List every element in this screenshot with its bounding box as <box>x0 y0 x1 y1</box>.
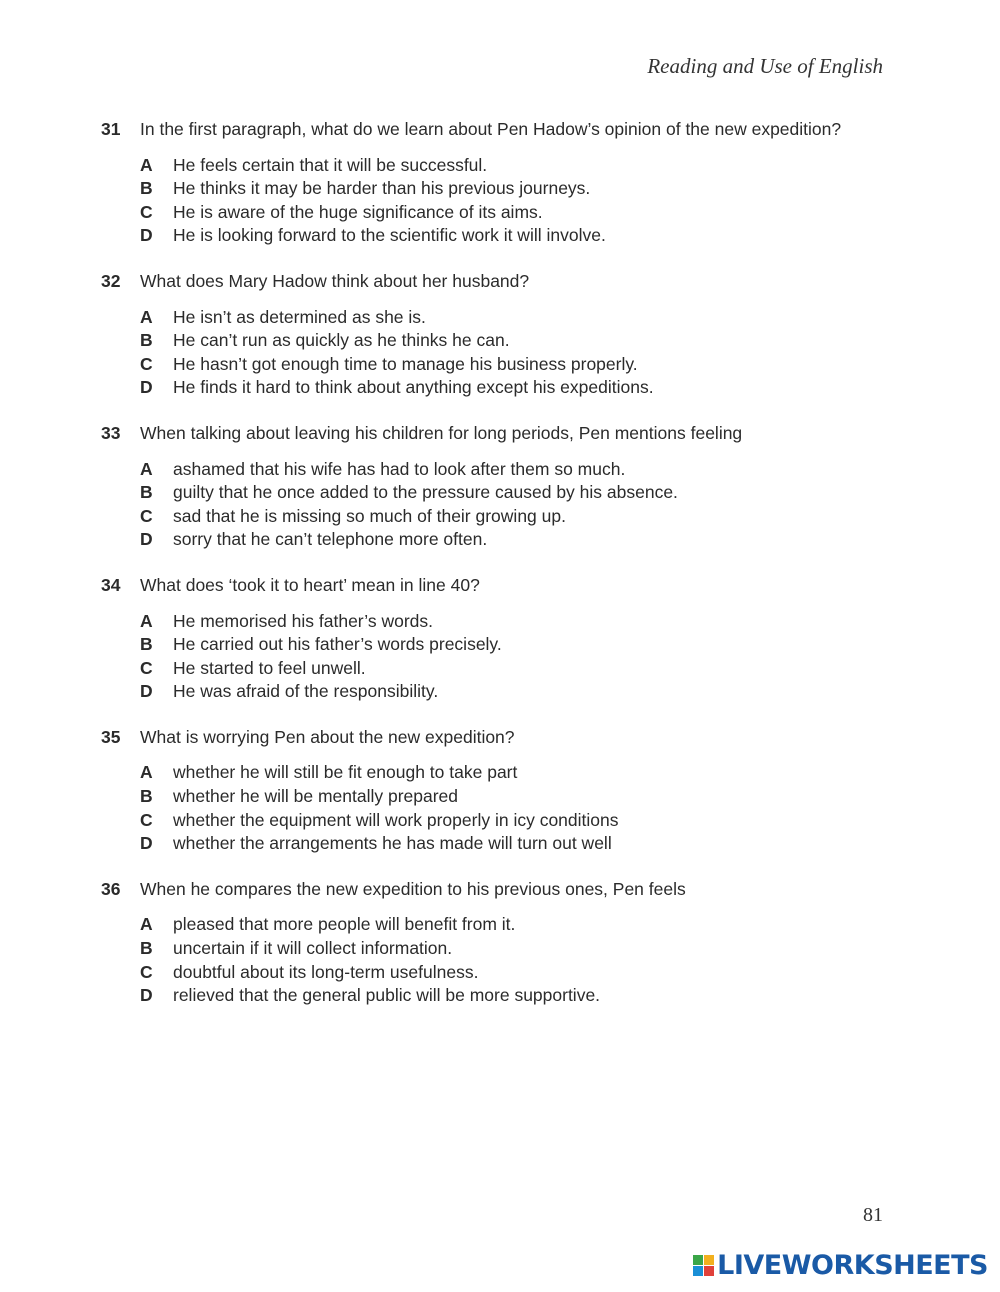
question-number: 31 <box>101 119 121 139</box>
option-text: He carried out his father’s words precisely. <box>173 634 502 655</box>
option-text: He memorised his father’s words. <box>173 610 434 631</box>
option-c[interactable] <box>140 201 921 225</box>
option-text: He was afraid of the responsibility. <box>173 681 439 702</box>
liveworksheets-icon <box>693 1255 714 1276</box>
option-text: relieved that the general public will be more supportive. <box>173 985 601 1006</box>
option-text: He thinks it may be harder than his previous journeys. <box>173 178 591 199</box>
option-text: He can’t run as quickly as he thinks he can. <box>173 330 510 351</box>
option-letter: B <box>140 330 153 351</box>
option-b[interactable] <box>140 785 921 809</box>
option-a[interactable] <box>140 458 921 482</box>
page-number: 81 <box>863 1204 883 1226</box>
option-letter: B <box>140 482 153 503</box>
option-letter: D <box>140 529 153 550</box>
option-letter: D <box>140 225 153 246</box>
option-b[interactable] <box>140 633 921 657</box>
option-letter: B <box>140 634 153 655</box>
option-text: whether the arrangements he has made will turn out well <box>173 833 612 854</box>
option-d[interactable] <box>140 984 921 1008</box>
option-letter: A <box>140 306 153 327</box>
question-31 <box>101 118 921 248</box>
option-d[interactable] <box>140 680 921 704</box>
option-text: whether he will be mentally prepared <box>173 786 459 807</box>
option-d[interactable] <box>140 832 921 856</box>
option-text: ashamed that his wife has had to look after them so much. <box>173 458 626 479</box>
option-letter: A <box>140 762 153 783</box>
option-text: He isn’t as determined as she is. <box>173 306 426 327</box>
option-a[interactable] <box>140 154 921 178</box>
question-number: 32 <box>101 270 121 291</box>
option-text: pleased that more people will benefit from it. <box>173 914 516 935</box>
question-text: In the first paragraph, what do we learn about Pen Hadow’s opinion of the new expedition? <box>140 119 842 139</box>
option-d[interactable] <box>140 528 921 552</box>
option-letter: B <box>140 938 153 959</box>
option-letter: A <box>140 610 153 631</box>
logo-square-blue <box>693 1266 703 1276</box>
option-c[interactable] <box>140 961 921 985</box>
option-c[interactable] <box>140 809 921 833</box>
question-number: 34 <box>101 574 121 595</box>
option-letter: C <box>140 809 153 830</box>
option-text: He hasn’t got enough time to manage his business properly. <box>173 353 638 374</box>
option-text: whether the equipment will work properly in icy conditions <box>173 809 619 830</box>
option-letter: C <box>140 353 153 374</box>
page-header-title: Reading and Use of English <box>647 54 883 78</box>
option-letter: B <box>140 786 153 807</box>
question-text: When talking about leaving his children for long periods, Pen mentions feeling <box>140 422 743 443</box>
option-c[interactable] <box>140 505 921 529</box>
option-d[interactable] <box>140 224 921 248</box>
option-text: He feels certain that it will be successful. <box>173 154 488 175</box>
option-a[interactable] <box>140 761 921 785</box>
logo-square-green <box>693 1255 703 1265</box>
option-text: doubtful about its long-term usefulness. <box>173 961 479 982</box>
option-letter: A <box>140 914 153 935</box>
liveworksheets-logo[interactable] <box>693 1250 988 1281</box>
option-b[interactable] <box>140 937 921 961</box>
option-a[interactable] <box>140 610 921 634</box>
option-text: He is looking forward to the scientific work it will involve. <box>173 225 606 246</box>
option-letter: A <box>140 458 153 479</box>
question-36 <box>101 878 921 1008</box>
liveworksheets-wordmark: LIVEWORKSHEETS <box>717 1250 988 1281</box>
question-number: 35 <box>101 726 121 747</box>
option-b[interactable] <box>140 481 921 505</box>
option-letter: C <box>140 505 153 526</box>
question-32 <box>101 270 921 400</box>
question-number: 36 <box>101 878 121 899</box>
question-number: 33 <box>101 422 121 443</box>
question-34 <box>101 574 921 704</box>
question-text: What is worrying Pen about the new expedition? <box>140 726 515 747</box>
logo-square-yellow <box>704 1255 714 1265</box>
option-letter: C <box>140 961 153 982</box>
option-text: sad that he is missing so much of their growing up. <box>173 505 566 526</box>
question-33 <box>101 422 921 552</box>
option-text: He finds it hard to think about anything except his expeditions. <box>173 377 654 398</box>
option-letter: D <box>140 681 153 702</box>
option-letter: D <box>140 377 153 398</box>
question-text: What does ‘took it to heart’ mean in line 40? <box>140 574 480 595</box>
question-35 <box>101 726 921 856</box>
option-letter: D <box>140 833 153 854</box>
option-d[interactable] <box>140 376 921 400</box>
option-text: whether he will still be fit enough to take part <box>173 762 518 783</box>
question-text: When he compares the new expedition to his previous ones, Pen feels <box>140 878 686 899</box>
option-a[interactable] <box>140 913 921 937</box>
question-text: What does Mary Hadow think about her husband? <box>140 270 530 291</box>
option-text: sorry that he can’t telephone more often. <box>173 529 488 550</box>
option-text: uncertain if it will collect information. <box>173 938 453 959</box>
option-letter: C <box>140 657 153 678</box>
option-c[interactable] <box>140 657 921 681</box>
option-b[interactable] <box>140 329 921 353</box>
option-c[interactable] <box>140 353 921 377</box>
option-text: He is aware of the huge significance of its aims. <box>173 201 543 222</box>
option-letter: B <box>140 178 153 199</box>
question-list <box>101 118 921 1030</box>
option-b[interactable] <box>140 177 921 201</box>
option-a[interactable] <box>140 306 921 330</box>
option-text: He started to feel unwell. <box>173 657 366 678</box>
option-letter: A <box>140 154 153 175</box>
logo-square-red <box>704 1266 714 1276</box>
option-letter: D <box>140 985 153 1006</box>
option-letter: C <box>140 201 153 222</box>
option-text: guilty that he once added to the pressure caused by his absence. <box>173 482 678 503</box>
